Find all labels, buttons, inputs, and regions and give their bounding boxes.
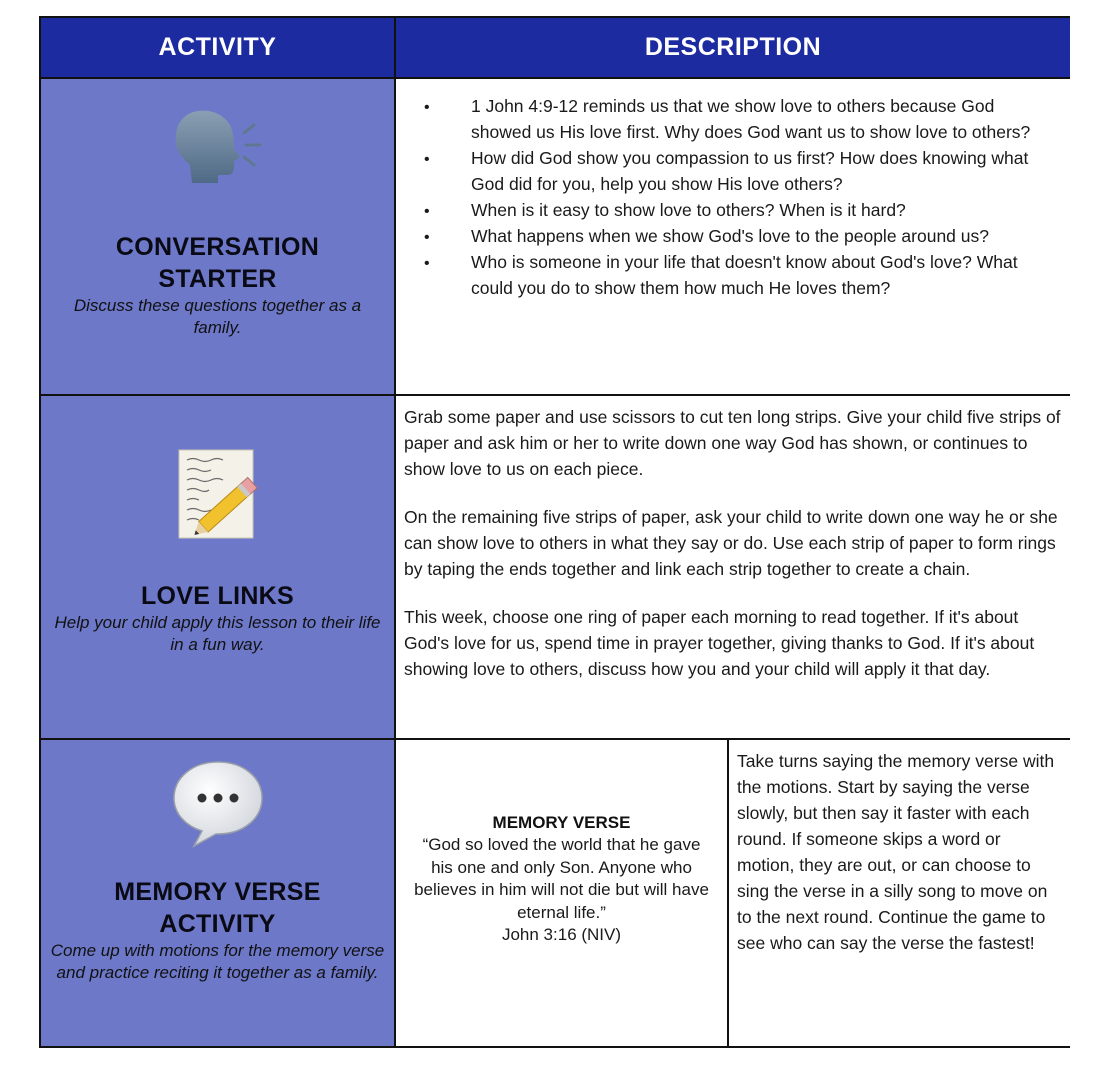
instruction-paragraph: This week, choose one ring of paper each morning to read together. If it's about God's love for us, spend time in prayer together, giving thanks to God. If it's about showing love to others, discuss how you and your child will apply it that day.: [404, 607, 1035, 679]
activity-subtitle: Discuss these questions together as a family.: [73, 296, 362, 337]
header-activity-label: ACTIVITY: [158, 33, 277, 61]
list-item: • Who is someone in your life that doesn't know about God's love? What could you do to show them how much He loves them?: [396, 249, 1058, 301]
activity-subtitle: Come up with motions for the memory verse and practice reciting it together as a family.: [50, 941, 385, 982]
header-description-label: DESCRIPTION: [644, 33, 822, 61]
header-activity: [41, 18, 394, 77]
row-conversation-starter-description: [396, 79, 1070, 394]
memory-verse-heading: MEMORY VERSE: [492, 812, 631, 832]
instruction-paragraph: On the remaining five strips of paper, ask your child to write down one way he or she can show love to others in what they say or do. Use each strip of paper to form rings by taping the ends together and link each strip together to create a chain.: [404, 507, 1058, 579]
activity-title-line2: STARTER: [158, 265, 277, 293]
activity-title: MEMORY VERSE: [114, 878, 321, 906]
memory-verse-instructions: Take turns saying the memory verse with the motions. Start by saying the verse slowly, but then say it faster with each round. If someone skips a word or motion, they are out, or can choose to sing the verse in a silly song to move on to the next round. Continue the game to see who can say the verse the fastest!: [737, 751, 1055, 953]
activity-title: LOVE LINKS: [140, 582, 294, 610]
speech-bubble-icon: [168, 758, 268, 850]
list-item: • When is it easy to show love to others? When is it hard?: [396, 197, 1058, 223]
question-list: [396, 93, 1070, 301]
activity-title-line2: ACTIVITY: [159, 910, 276, 938]
list-item: • What happens when we show God's love to the people around us?: [396, 223, 1058, 249]
row-divider: [41, 77, 1068, 79]
memory-verse-text: “God so loved the world that he gave his one and only Son. Anyone who believes in him will not die but will have eternal life.”: [414, 835, 709, 922]
row-love-links-activity: [41, 396, 394, 738]
memory-verse-cell: [396, 740, 727, 1046]
activity-title: CONVERSATION: [115, 233, 320, 261]
row-divider: [41, 394, 1068, 396]
memo-pencil-icon: [173, 446, 263, 542]
instruction-paragraph: Grab some paper and use scissors to cut ten long strips. Give your child five strips of paper and ask him or her to write down one way God has shown, or continues to show love to us on each piece.: [404, 407, 1061, 479]
row-conversation-starter-activity: [41, 79, 394, 394]
row-love-links-description: [396, 396, 1070, 738]
row-memory-verse-activity: [41, 740, 394, 1046]
memory-verse-reference: John 3:16 (NIV): [501, 925, 622, 944]
activity-subtitle: Help your child apply this lesson to their life in a fun way.: [54, 613, 381, 654]
activity-table: [39, 16, 1070, 1048]
column-divider: [727, 740, 729, 1046]
list-item: • How did God show you compassion to us first? How does knowing what God did for you, help you show His love others?: [396, 145, 1058, 197]
header-description: [396, 18, 1070, 77]
list-item: • 1 John 4:9-12 reminds us that we show love to others because God showed us His love first. Why does God want us to show love to others?: [396, 93, 1058, 145]
row-divider: [41, 738, 1068, 740]
column-divider: [394, 18, 396, 1046]
memory-verse-instructions-cell: [729, 740, 1070, 1046]
speaking-head-icon: [168, 103, 268, 193]
